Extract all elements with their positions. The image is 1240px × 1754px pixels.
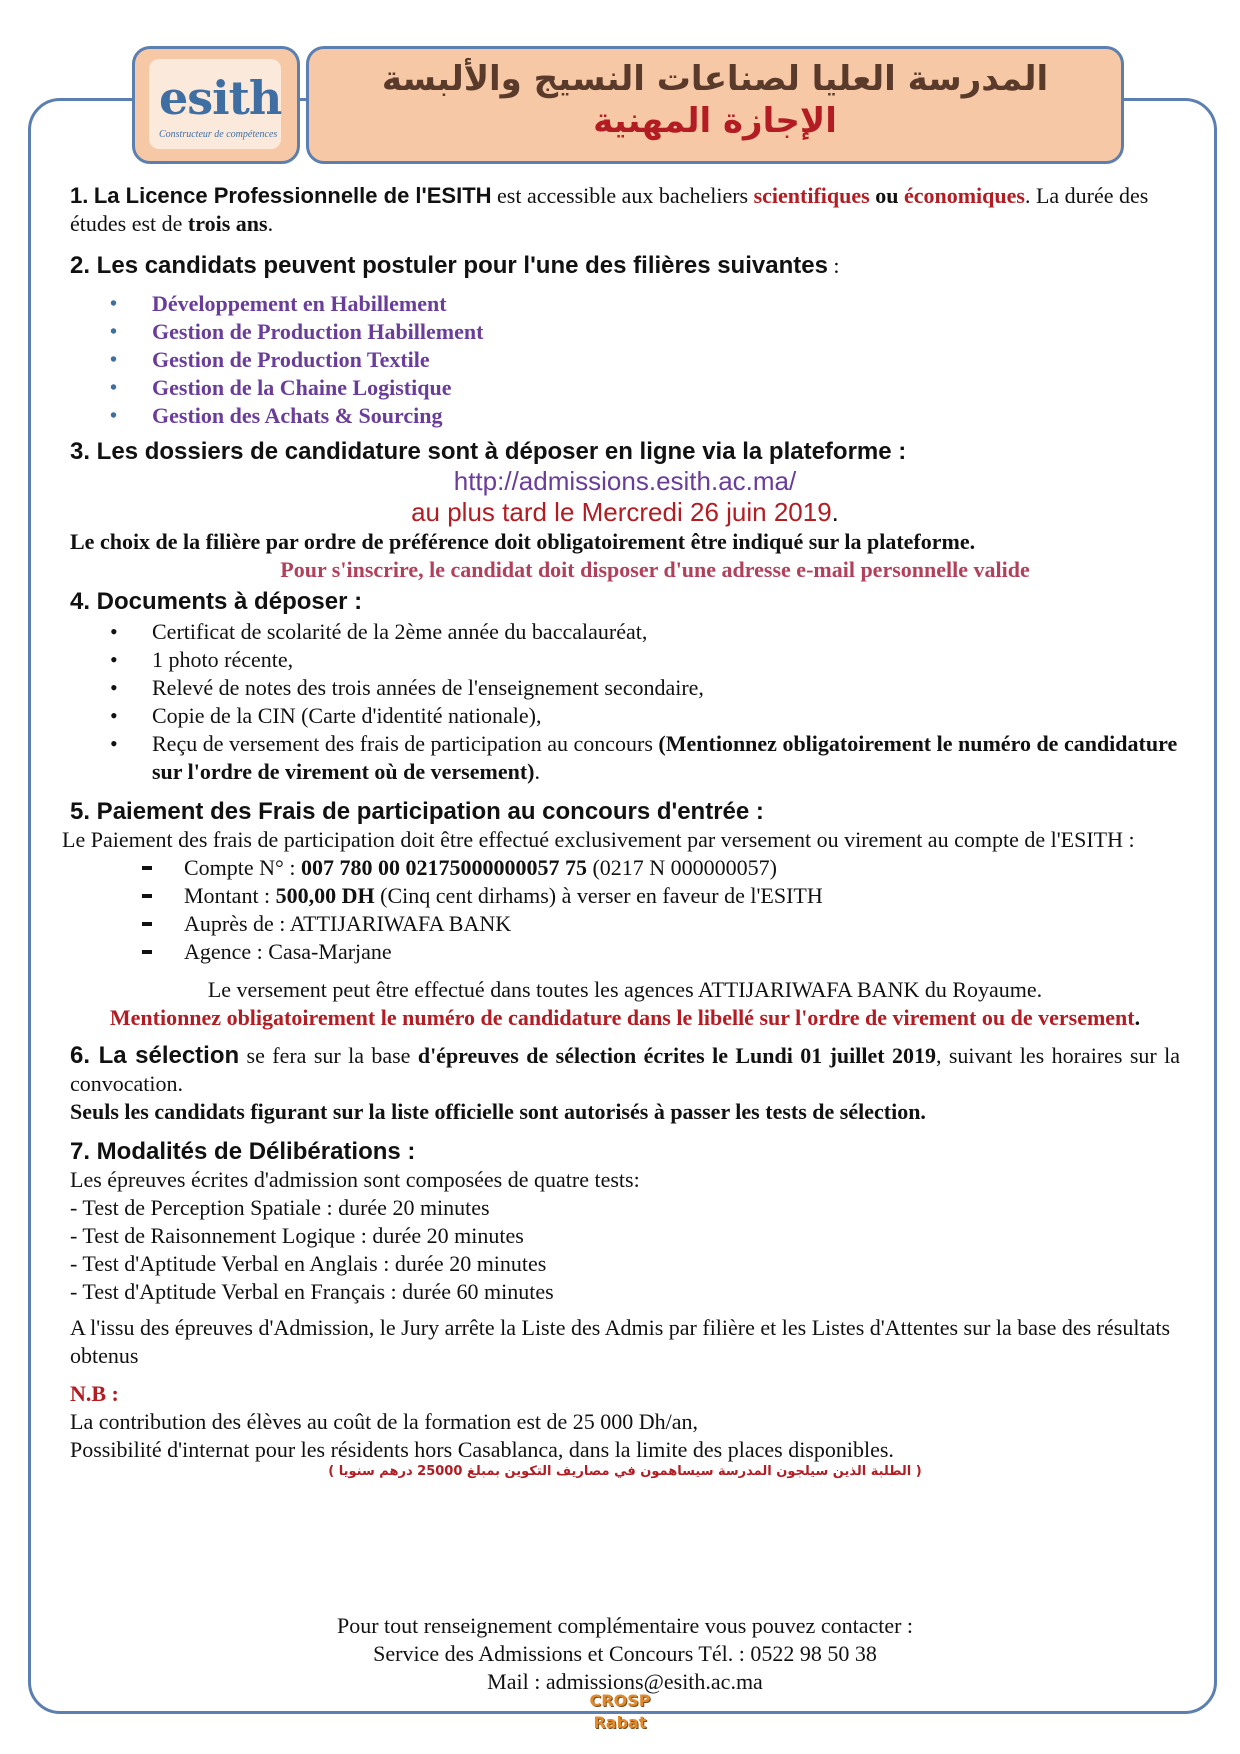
contact-mail[interactable]: Mail : admissions@esith.ac.ma	[487, 1669, 763, 1694]
esith-logo	[149, 59, 281, 149]
test-line: - Test d'Aptitude Verbal en Français : durée 60 minutes	[70, 1279, 554, 1304]
economiques-text: économiques	[903, 183, 1025, 208]
duration-text: . La durée des études est de	[70, 183, 1149, 236]
crosp-stamp	[588, 1690, 652, 1740]
list-item	[142, 882, 1180, 910]
transfer-note	[70, 1004, 1180, 1032]
school-title-ar: المدرسة العليا لصناعات النسيج والألبسة	[381, 59, 1049, 99]
list-item: • Gestion de la Chaine Logistique	[110, 374, 1180, 402]
email-note: Pour s'inscrire, le candidat doit disposer d'une adresse e-mail personnelle valide	[280, 557, 1030, 582]
documents-list	[110, 618, 1180, 786]
section-7-heading: 7. Modalités de Délibérations :	[70, 1138, 416, 1165]
list-item: • 1 photo récente,	[110, 646, 1180, 674]
section-5-heading: 5. Paiement des Frais de participation au concours d'entrée :	[70, 798, 764, 825]
receipt-end: .	[534, 759, 540, 784]
stamp-line-1: CROSP	[589, 1691, 651, 1710]
section-1-end: .	[267, 211, 274, 236]
deadline-value: au plus tard le Mercredi 26 juin 2019	[411, 497, 832, 527]
logo-tagline: Constructeur de compétences	[159, 129, 278, 140]
ou-text: ou	[869, 183, 899, 208]
section-6	[70, 1042, 1180, 1098]
list-item	[142, 854, 1180, 882]
section-4-heading	[70, 588, 1180, 616]
nb-line-1: La contribution des élèves au coût de la formation est de 25 000 Dh/an,	[70, 1409, 699, 1434]
section-1-lead: La Licence Professionnelle de l'ESITH	[93, 183, 492, 208]
nb-label: N.B :	[70, 1381, 119, 1406]
list-item: • Développement en Habillement	[110, 290, 1180, 318]
transfer-note-end: .	[1134, 1005, 1141, 1030]
receipt-text: Reçu de versement des frais de participation au concours	[152, 731, 659, 756]
payment-list	[142, 854, 1180, 966]
section-3-heading: 3. Les dossiers de candidature sont à déposer en ligne via la plateforme :	[70, 438, 907, 465]
official-list-note: Seuls les candidats figurant sur la liste officielle sont autorisés à passer les tests de sélection.	[70, 1099, 926, 1124]
section-2-heading	[70, 252, 1180, 280]
title-banner	[306, 46, 1124, 164]
list-item: • Copie de la CIN (Carte d'identité nationale),	[110, 702, 1180, 730]
selection-text: se fera sur la base	[239, 1043, 418, 1068]
program-title-ar: الإجازة المهنية	[593, 101, 837, 141]
amount-value: 500,00 DH	[275, 883, 375, 908]
section-1	[70, 182, 1180, 238]
deadline-text	[70, 497, 1180, 528]
payment-intro: Le Paiement des frais de participation doit être effectué exclusivement par versement ou virement au compte de l'ESITH :	[62, 827, 1135, 852]
logo-box	[132, 46, 300, 164]
list-item: • Gestion de Production Textile	[110, 346, 1180, 374]
contact-phone: Service des Admissions et Concours Tél. : 0522 98 50 38	[373, 1641, 877, 1666]
selection-schedule: , suivant les horaires sur la convocation.	[70, 1043, 1180, 1096]
section-4-title: 4. Documents à déposer	[70, 588, 348, 615]
main-content	[62, 182, 1180, 1479]
account-number: 007 780 00 02175000000057 75	[300, 855, 587, 880]
nb-arabic: ( الطلبة الذين سيلجون المدرسة سيساهمون في مصاريف التكوين بمبلغ 25000 درهم سنويا )	[328, 1464, 922, 1479]
list-item	[110, 730, 1180, 786]
section-4-colon: :	[347, 588, 363, 615]
list-item: Agence : Casa-Marjane	[142, 938, 1180, 966]
transfer-note-text: Mentionnez obligatoirement le numéro de candidature dans le libellé sur l'ordre de virement ou de versement	[109, 1005, 1135, 1030]
selection-date: d'épreuves de sélection écrites le Lundi 01 juillet 2019	[417, 1043, 936, 1068]
deadline-dot: .	[831, 497, 839, 527]
agencies-note: Le versement peut être effectué dans toutes les agences ATTIJARIWAFA BANK du Royaume.	[207, 977, 1043, 1002]
tests-intro: Les épreuves écrites d'admission sont composées de quatre tests:	[70, 1167, 640, 1192]
list-item: • Gestion de Production Habillement	[110, 318, 1180, 346]
account-note: (0217 N 000000057)	[586, 855, 778, 880]
amount-label: Montant :	[184, 883, 276, 908]
list-item: • Relevé de notes des trois années de l'enseignement secondaire,	[110, 674, 1180, 702]
section-6-title: 6. La sélection	[70, 1042, 240, 1069]
list-item: Auprès de : ATTIJARIWAFA BANK	[142, 910, 1180, 938]
logo-text: esith	[159, 71, 282, 125]
test-line: - Test de Perception Spatiale : durée 20 minutes	[70, 1195, 490, 1220]
jury-note: A l'issu des épreuves d'Admission, le Jury arrête la Liste des Admis par filière et les Listes d'Attentes sur la base des résultats obtenus	[70, 1315, 1171, 1368]
section-1-number: 1.	[70, 183, 89, 208]
list-item: • Gestion des Achats & Sourcing	[110, 402, 1180, 430]
choice-note: Le choix de la filière par ordre de préférence doit obligatoirement être indiqué sur la plateforme.	[70, 529, 976, 554]
filieres-list	[110, 290, 1180, 430]
stamp-line-2: Rabat	[593, 1713, 647, 1732]
test-line: - Test de Raisonnement Logique : durée 20 minutes	[70, 1223, 524, 1248]
nb-line-2: Possibilité d'internat pour les résidents hors Casablanca, dans la limite des places disponibles.	[70, 1437, 894, 1462]
scientifiques-text: scientifiques	[753, 183, 870, 208]
admissions-link[interactable]: http://admissions.esith.ac.ma/	[453, 466, 797, 496]
section-1-text: est accessible aux bacheliers	[491, 183, 754, 208]
section-2-title: 2. Les candidats peuvent postuler pour l'une des filières suivantes	[70, 252, 828, 279]
amount-note: (Cinq cent dirhams) à verser en faveur de l'ESITH	[374, 883, 823, 908]
duration-value: trois ans	[187, 211, 268, 236]
section-2-colon: :	[827, 253, 840, 278]
contact-block	[70, 1612, 1180, 1696]
contact-line-1: Pour tout renseignement complémentaire vous pouvez contacter :	[336, 1613, 914, 1638]
test-line: - Test d'Aptitude Verbal en Anglais : durée 20 minutes	[70, 1251, 547, 1276]
list-item: • Certificat de scolarité de la 2ème année du baccalauréat,	[110, 618, 1180, 646]
account-label: Compte N° :	[184, 855, 301, 880]
receipt-note: (Mentionnez obligatoirement le numéro de candidature sur l'ordre de virement où de versement)	[152, 731, 1178, 784]
